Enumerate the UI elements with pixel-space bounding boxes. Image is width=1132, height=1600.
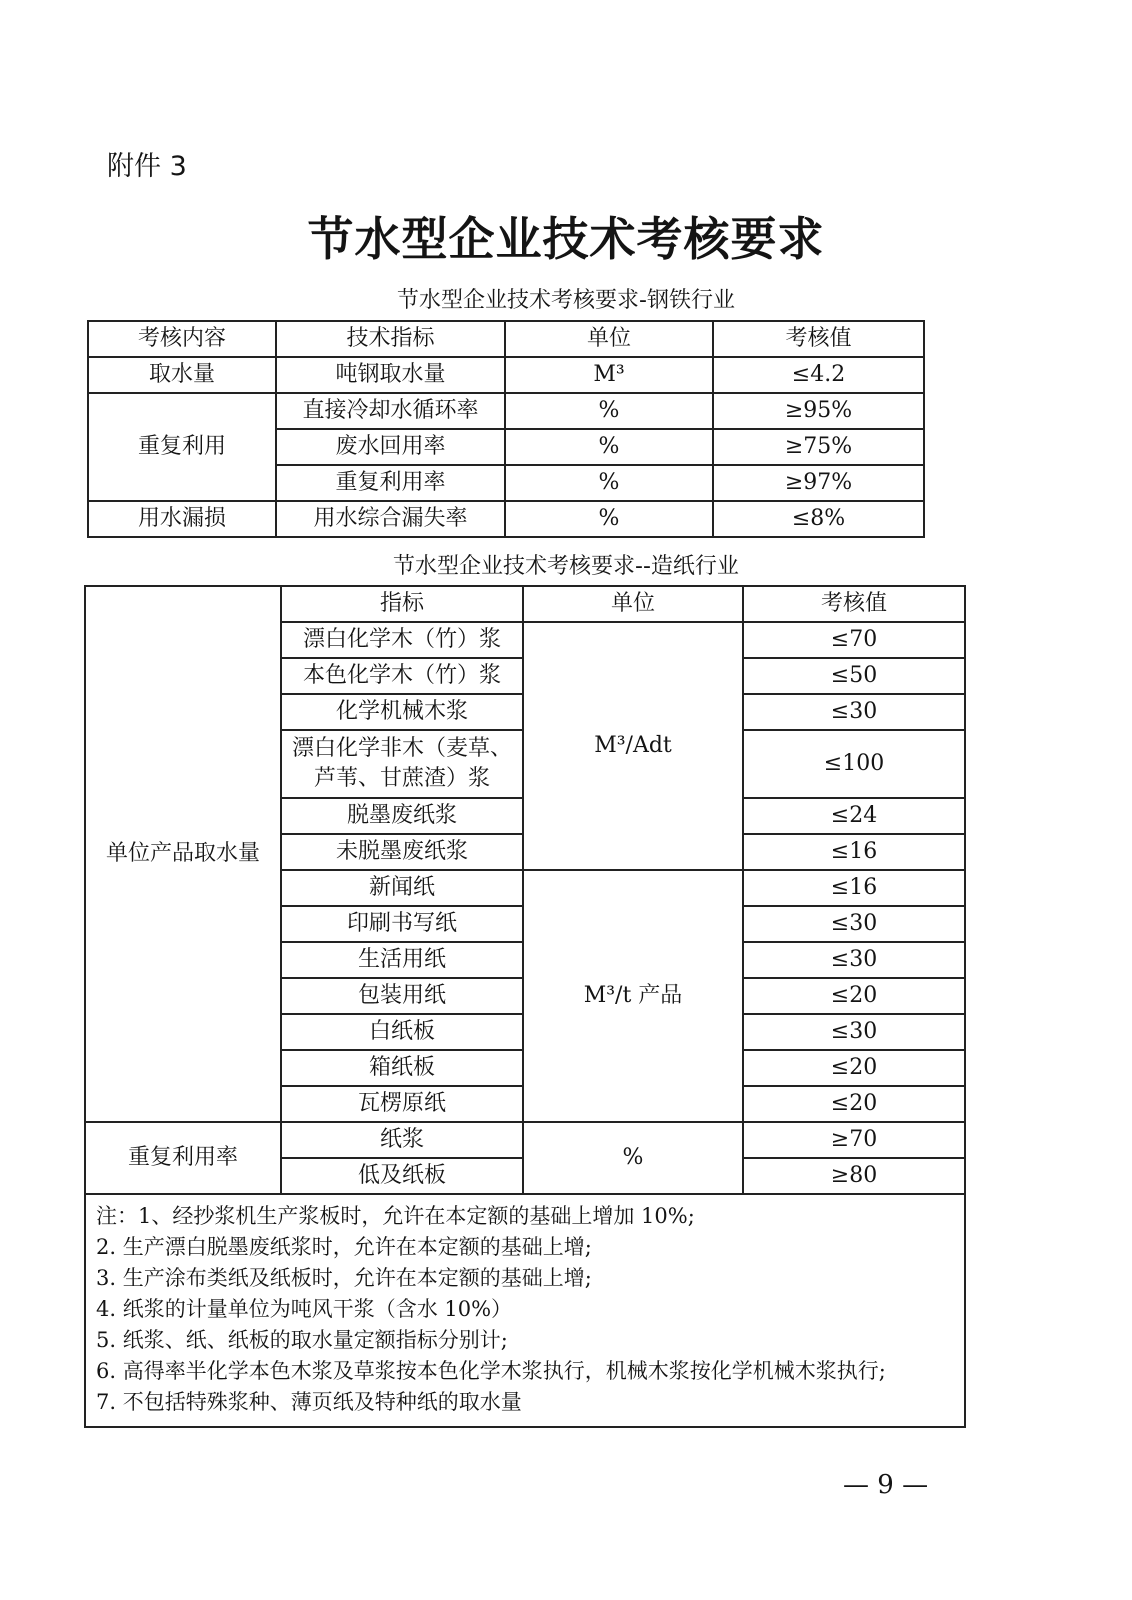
indicator-cell: 吨钢取水量 (276, 357, 505, 393)
notes-cell (85, 1194, 965, 1427)
indicator-cell: 重复利用率 (276, 465, 505, 501)
indicator-cell: 低及纸板 (281, 1158, 523, 1194)
note-line: 6. 高得率半化学本色木浆及草浆按本色化学木浆执行，机械木浆按化学机械木浆执行; (96, 1359, 886, 1383)
value-cell: ≤30 (743, 942, 965, 978)
indicator-cell: 未脱墨废纸浆 (281, 834, 523, 870)
indicator-line: 漂白化学非木（麦草、 (291, 736, 512, 762)
indicator-cell: 化学机械木浆 (281, 694, 523, 730)
table-header-row (88, 321, 924, 357)
document-title: 节水型企业技术考核要求 (307, 212, 825, 266)
header-cell: 单位 (523, 586, 743, 622)
indicator-cell: 废水回用率 (276, 429, 505, 465)
indicator-cell: 直接冷却水循环率 (276, 393, 505, 429)
value-cell: ≤16 (743, 870, 965, 906)
indicator-cell: 包装用纸 (281, 978, 523, 1014)
value-cell: ≤30 (743, 906, 965, 942)
indicator-cell: 本色化学木（竹）浆 (281, 658, 523, 694)
header-cell: 考核值 (713, 321, 924, 357)
value-cell: ≤16 (743, 834, 965, 870)
table-row (88, 393, 924, 429)
note-line: 5. 纸浆、纸、纸板的取水量定额指标分别计; (96, 1328, 508, 1352)
category-cell: 重复利用 (88, 393, 276, 501)
indicator-cell: 漂白化学木（竹）浆 (281, 622, 523, 658)
value-cell: ≤50 (743, 658, 965, 694)
table-row (85, 1122, 965, 1158)
category-cell: 重复利用率 (85, 1122, 281, 1194)
category-cell: 单位产品取水量 (85, 586, 281, 1122)
indicator-cell (281, 730, 523, 798)
indicator-cell: 新闻纸 (281, 870, 523, 906)
table-header-row (85, 586, 965, 622)
unit-cell: M³ (505, 357, 713, 393)
category-cell: 取水量 (88, 357, 276, 393)
note-line: 注：1、经抄浆机生产浆板时，允许在本定额的基础上增加 10%; (96, 1204, 695, 1228)
value-cell: ≤24 (743, 798, 965, 834)
unit-cell: % (505, 429, 713, 465)
indicator-cell: 纸浆 (281, 1122, 523, 1158)
category-cell: 用水漏损 (88, 501, 276, 537)
paper-table (84, 585, 966, 1428)
value-cell: ≥70 (743, 1122, 965, 1158)
note-line: 2. 生产漂白脱墨废纸浆时，允许在本定额的基础上增; (96, 1235, 592, 1259)
unit-cell: M³/t 产品 (523, 870, 743, 1122)
notes-row (85, 1194, 965, 1427)
note-line: 4. 纸浆的计量单位为吨风干浆（含水 10%） (96, 1297, 513, 1321)
attachment-label: 附件 3 (107, 151, 187, 182)
value-cell: ≤30 (743, 694, 965, 730)
header-cell: 考核值 (743, 586, 965, 622)
value-cell: ≤20 (743, 1050, 965, 1086)
indicator-cell: 用水综合漏失率 (276, 501, 505, 537)
value-cell: ≥80 (743, 1158, 965, 1194)
indicator-cell: 脱墨废纸浆 (281, 798, 523, 834)
value-cell: ≤30 (743, 1014, 965, 1050)
page-number: — 9 — (843, 1470, 929, 1500)
steel-table-caption: 节水型企业技术考核要求-钢铁行业 (397, 288, 735, 313)
unit-cell: % (505, 393, 713, 429)
unit-cell: % (505, 465, 713, 501)
indicator-cell: 生活用纸 (281, 942, 523, 978)
note-line: 3. 生产涂布类纸及纸板时，允许在本定额的基础上增; (96, 1266, 592, 1290)
header-cell: 指标 (281, 586, 523, 622)
header-cell: 技术指标 (276, 321, 505, 357)
indicator-cell: 箱纸板 (281, 1050, 523, 1086)
value-cell: ≤4.2 (713, 357, 924, 393)
indicator-line: 芦苇、甘蔗渣）浆 (313, 766, 490, 791)
unit-cell: M³/Adt (523, 622, 743, 870)
unit-cell: % (523, 1122, 743, 1194)
indicator-cell: 白纸板 (281, 1014, 523, 1050)
value-cell: ≤20 (743, 978, 965, 1014)
note-line: 7. 不包括特殊浆种、薄页纸及特种纸的取水量 (96, 1390, 522, 1414)
unit-cell: % (505, 501, 713, 537)
indicator-cell: 印刷书写纸 (281, 906, 523, 942)
paper-table-caption: 节水型企业技术考核要求--造纸行业 (393, 554, 739, 579)
indicator-cell: 瓦楞原纸 (281, 1086, 523, 1122)
header-cell: 单位 (505, 321, 713, 357)
value-cell: ≤70 (743, 622, 965, 658)
table-row (88, 357, 924, 393)
value-cell: ≥95% (713, 393, 924, 429)
header-cell: 考核内容 (88, 321, 276, 357)
steel-table (87, 320, 925, 538)
value-cell: ≥97% (713, 465, 924, 501)
value-cell: ≤8% (713, 501, 924, 537)
table-row (88, 501, 924, 537)
value-cell: ≤20 (743, 1086, 965, 1122)
value-cell: ≤100 (743, 730, 965, 798)
value-cell: ≥75% (713, 429, 924, 465)
